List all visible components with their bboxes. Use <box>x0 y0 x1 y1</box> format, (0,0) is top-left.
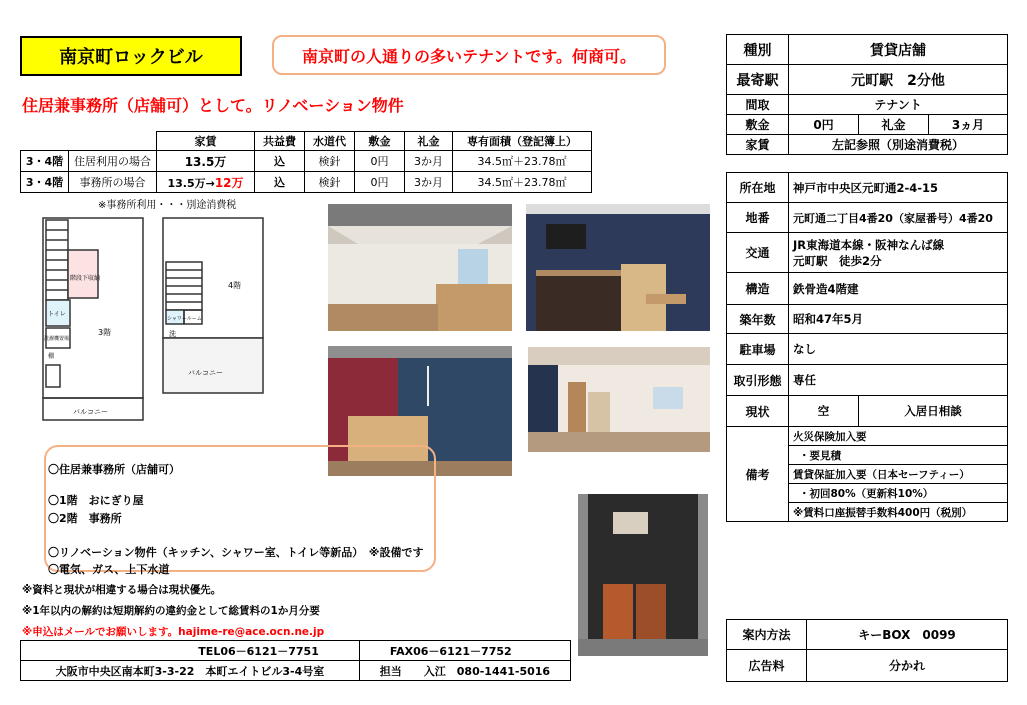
deal-label: 取引形態 <box>727 365 789 396</box>
age-value: 昭和47年5月 <box>789 305 1008 334</box>
header-area: 専有面積（登記簿上） <box>453 132 592 151</box>
rent-table-header <box>21 132 592 151</box>
key-money-cell: 3か月 <box>405 172 453 193</box>
balcony3-label: バルコニー <box>73 408 108 416</box>
rent-cell <box>157 172 255 193</box>
type-value: 賃貸店舗 <box>789 35 1008 65</box>
person-cell: 担当 入江 080-1441-5016 <box>359 661 570 681</box>
water-cell: 検針 <box>305 172 355 193</box>
station-value: 元町駅 2分他 <box>789 65 1008 95</box>
method-value: キーBOX 0099 <box>807 620 1008 650</box>
toilet-label: トイレ <box>48 311 66 318</box>
key-value: 3ヵ月 <box>929 115 1008 135</box>
remark-line: 賃貸保証加入要（日本セーフティー） <box>789 465 1008 484</box>
ad-label: 広告料 <box>727 650 807 682</box>
transport-value <box>789 233 1008 273</box>
floor3-label: 3階 <box>98 328 112 337</box>
key-label: 礼金 <box>859 115 929 135</box>
note-line: ※1年以内の解約は短期解約の違約金として総賃料の1か月分要 <box>22 605 320 617</box>
feature-line: 〇住居兼事務所（店舗可） <box>48 463 180 476</box>
water-cell: 検針 <box>305 151 355 172</box>
rent-value: 左記参照（別途消費税） <box>789 135 1008 155</box>
remarks-label: 備考 <box>727 427 789 522</box>
interior-photo-3 <box>528 347 710 452</box>
balcony4-label: バルコニー <box>188 369 223 377</box>
note-line: ※資料と現状が相違する場合は現状優先。 <box>22 584 222 596</box>
deposit-value: 0円 <box>789 115 859 135</box>
layout-label: 間取 <box>727 95 789 115</box>
header-water: 水道代 <box>305 132 355 151</box>
usage-cell: 住居利用の場合 <box>69 151 157 172</box>
common-cell: 込 <box>255 172 305 193</box>
parking-label: 駐車場 <box>727 334 789 365</box>
transport-line: JR東海道本線・阪神なんば線 <box>793 237 945 252</box>
area-cell: 34.5㎡＋23.78㎡ <box>453 151 592 172</box>
structure-value: 鉄骨造4階建 <box>789 273 1008 305</box>
apply-note: ※申込はメールでお願いします。hajime-re@ace.ocn.ne.jp <box>22 626 325 638</box>
under-stairs-label: 階段下収納 <box>70 275 101 282</box>
parking-value: なし <box>789 334 1008 365</box>
feature-line: 〇リノベーション物件（キッチン、シャワー室、トイレ等新品） ※設備です <box>48 546 424 559</box>
remark-line: ・初回80%（更新料10%） <box>789 484 1008 503</box>
header-deposit: 敷金 <box>355 132 405 151</box>
deposit-cell: 0円 <box>355 172 405 193</box>
area-cell: 34.5㎡＋23.78㎡ <box>453 172 592 193</box>
transport-label: 交通 <box>727 233 789 273</box>
layout-value: テナント <box>789 95 1008 115</box>
remark-line: ※賃料口座振替手数料400円（税別） <box>789 503 1008 522</box>
transport-line: 元町駅 徒歩2分 <box>793 253 882 268</box>
fax-cell: FAX06－6121－7752 <box>359 641 570 661</box>
property-title: 南京町ロックビル <box>20 36 242 76</box>
method-label: 案内方法 <box>727 620 807 650</box>
summary-table <box>726 34 1008 155</box>
catchphrase: 南京町の人通りの多いテナントです。何商可。 <box>272 35 666 75</box>
washer-label: 洗濯機置場 <box>44 336 70 342</box>
rent-label: 家賃 <box>727 135 789 155</box>
common-cell: 込 <box>255 151 305 172</box>
rent-before: 13.5万→ <box>167 176 215 190</box>
floor-cell: 3・4階 <box>21 151 69 172</box>
address-cell: 大阪市中央区南本町3-3-22 本町エイトビル3-4号室 <box>21 661 360 681</box>
lot-value: 元町通二丁目4番20（家屋番号）4番20 <box>789 203 1008 233</box>
ad-value: 分かれ <box>807 650 1008 682</box>
location-label: 所在地 <box>727 173 789 203</box>
deal-value: 専任 <box>789 365 1008 396</box>
header-key-money: 礼金 <box>405 132 453 151</box>
floor-cell: 3・4階 <box>21 172 69 193</box>
contact-table <box>20 640 571 681</box>
exterior-photo <box>578 494 708 656</box>
location-value: 神戸市中央区元町通2-4-15 <box>789 173 1008 203</box>
structure-label: 構造 <box>727 273 789 305</box>
feature-line: 〇電気、ガス、上下水道 <box>48 563 170 576</box>
interior-photo-1 <box>328 204 512 331</box>
table-row <box>21 172 592 193</box>
status-label: 現状 <box>727 396 789 427</box>
property-table <box>726 172 1008 522</box>
movein-value: 入居日相談 <box>859 396 1008 427</box>
floor4-label: 4階 <box>228 281 242 290</box>
deposit-label: 敷金 <box>727 115 789 135</box>
guide-table <box>726 619 1008 682</box>
table-row <box>21 151 592 172</box>
header-common: 共益費 <box>255 132 305 151</box>
kitchen-label: 棚 <box>48 353 55 360</box>
status-value: 空 <box>789 396 859 427</box>
floorplan <box>38 210 268 430</box>
subtitle: 住居兼事務所（店舗可）として。リノベーション物件 <box>22 96 404 115</box>
type-label: 種別 <box>727 35 789 65</box>
feature-line: 〇2階 事務所 <box>48 512 122 525</box>
usage-cell: 事務所の場合 <box>69 172 157 193</box>
shower-label: シャワールーム <box>167 316 202 322</box>
rent-after: 12万 <box>214 175 244 190</box>
wash-label: 洗 <box>169 330 176 338</box>
tel-cell: TEL06－6121－7751 <box>21 641 360 661</box>
remark-line: ・要見積 <box>789 446 1008 465</box>
rent-table <box>20 131 592 193</box>
kitchen-photo <box>526 204 710 331</box>
key-money-cell: 3か月 <box>405 151 453 172</box>
lot-label: 地番 <box>727 203 789 233</box>
station-label: 最寄駅 <box>727 65 789 95</box>
rent-cell: 13.5万 <box>157 151 255 172</box>
header-rent: 家賃 <box>157 132 255 151</box>
remark-line: 火災保険加入要 <box>789 427 1008 446</box>
feature-line: 〇1階 おにぎり屋 <box>48 494 144 507</box>
deposit-cell: 0円 <box>355 151 405 172</box>
tax-note: ※事務所利用・・・別途消費税 <box>98 200 237 211</box>
age-label: 築年数 <box>727 305 789 334</box>
